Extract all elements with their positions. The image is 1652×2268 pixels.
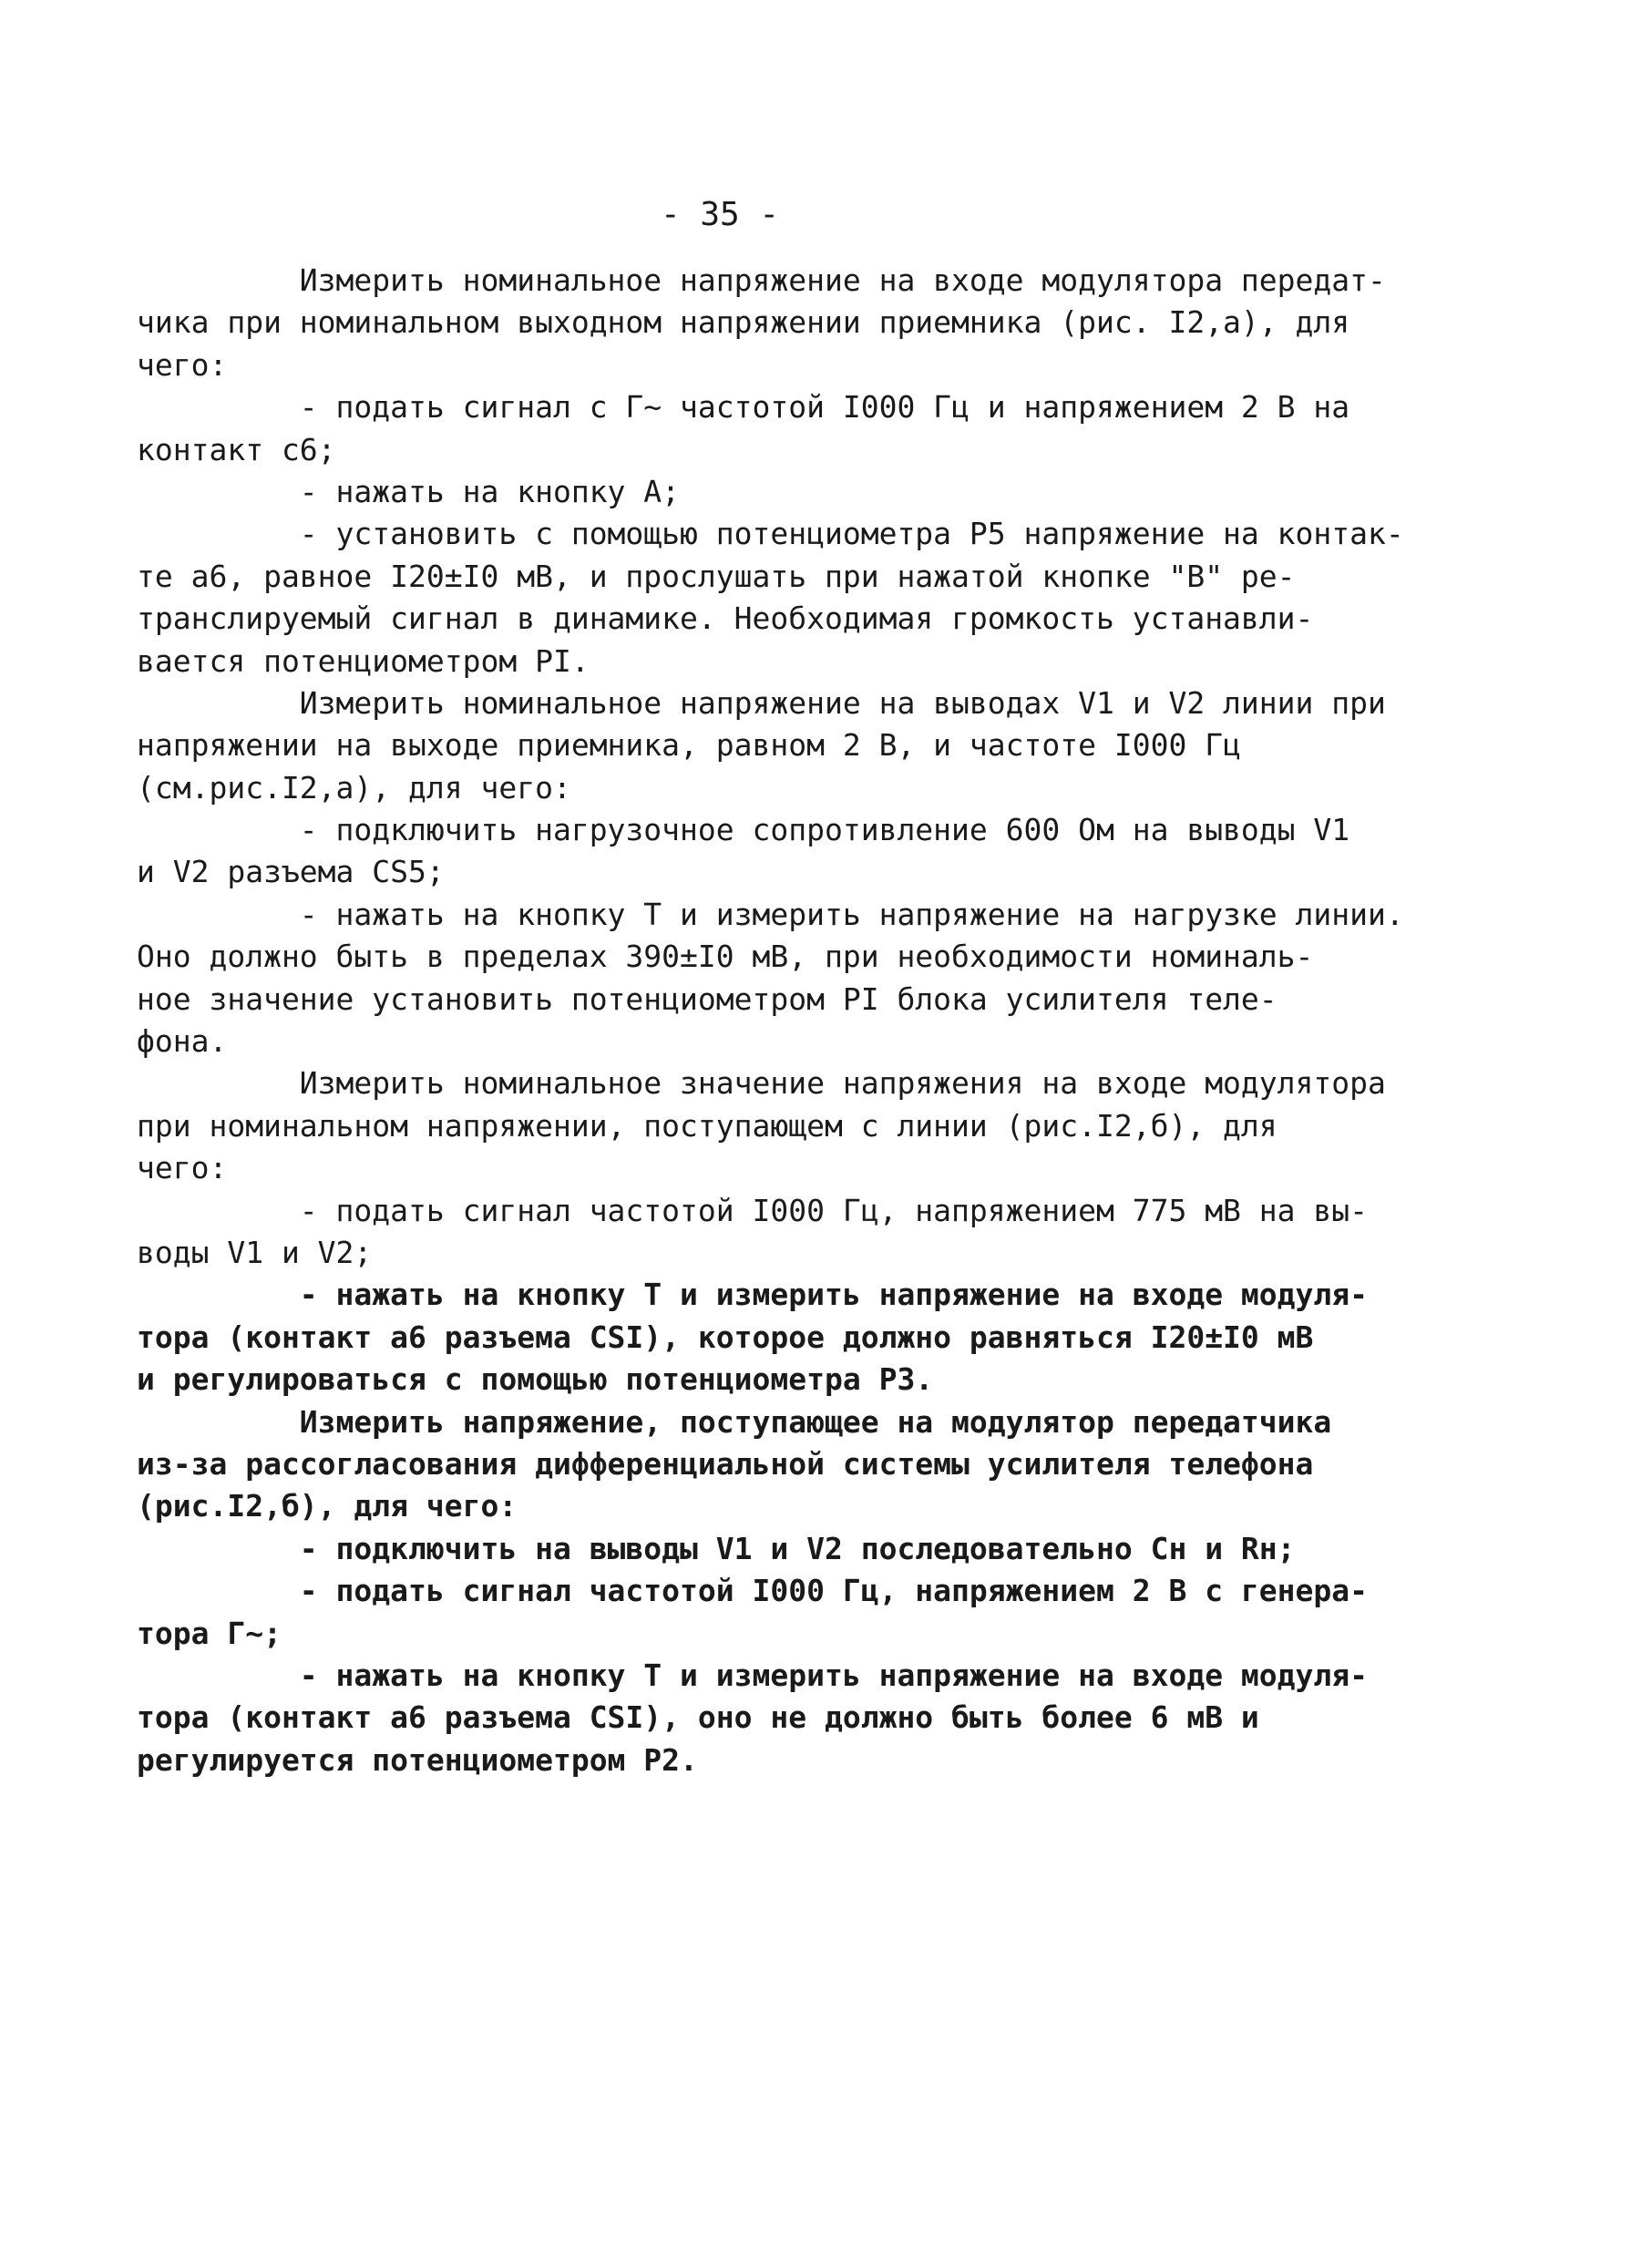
text-line: (рис.I2,б), для чего:	[137, 1488, 518, 1524]
body-text	[137, 260, 1404, 1781]
text-line: фона.	[137, 1023, 228, 1060]
text-line: те а6, равное I20±I0 мВ, и прослушать при нажатой кнопке "В" ре-	[137, 558, 1296, 594]
text-line: чего:	[137, 1150, 228, 1186]
text-line: Измерить номинальное напряжение на выводах V1 и V2 линии при	[137, 684, 1386, 721]
text-line: из-за рассогласования дифференциальной системы усилителя телефона	[137, 1445, 1314, 1482]
text-line: чика при номинальном выходном напряжении приемника (рис. I2,a), для	[137, 304, 1350, 341]
text-line: регулируется потенциометром Р2.	[137, 1741, 698, 1778]
text-line: Оно должно быть в пределах 390±I0 мВ, при необходимости номиналь-	[137, 939, 1314, 975]
text-line: - нажать на кнопку Т и измерить напряжение на нагрузке линии.	[137, 896, 1404, 932]
text-line: и регулироваться с помощью потенциометра P3.	[137, 1361, 934, 1398]
text-line: тора (контакт а6 разъема CSI), оно не должно быть более 6 мВ и	[137, 1699, 1259, 1736]
text-line: - подключить на выводы V1 и V2 последовательно Сн и Rн;	[137, 1530, 1296, 1566]
text-line: чего:	[137, 346, 228, 383]
text-line: тора Г~;	[137, 1615, 282, 1651]
text-line: Измерить номинальное напряжение на входе модулятора передат-	[137, 262, 1386, 298]
text-line: при номинальном напряжении, поступающем с линии (рис.I2,б), для	[137, 1107, 1277, 1144]
text-line: (см.рис.I2,a), для чего:	[137, 769, 571, 806]
text-line: - нажать на кнопку Т и измерить напряжение на входе модуля-	[137, 1657, 1369, 1693]
text-line: - нажать на кнопку Т и измерить напряжение на входе модуля-	[137, 1277, 1369, 1313]
page-number: - 35 -	[660, 196, 780, 233]
text-line: Измерить номинальное значение напряжения на входе модулятора	[137, 1065, 1386, 1102]
text-line: и V2 разъема CS5;	[137, 854, 445, 890]
text-line: вается потенциометром PI.	[137, 642, 590, 679]
text-line: - нажать на кнопку А;	[137, 473, 681, 509]
text-line: ное значение установить потенциометром PI блока усилителя теле-	[137, 980, 1277, 1017]
text-line: - подать сигнал частотой I000 Гц, напряжением 775 мВ на вы-	[137, 1192, 1369, 1228]
text-line: - подключить нагрузочное сопротивление 600 Ом на выводы V1	[137, 812, 1350, 848]
text-line: - подать сигнал частотой I000 Гц, напряжением 2 В с генера-	[137, 1573, 1369, 1609]
text-line: - подать сигнал с Г~ частотой I000 Гц и напряжением 2 В на	[137, 389, 1350, 426]
text-line: воды V1 и V2;	[137, 1234, 373, 1270]
text-line: - установить с помощью потенциометра Р5 напряжение на контак-	[137, 516, 1404, 552]
text-line: тора (контакт а6 разъема CSI), которое должно равняться I20±I0 мВ	[137, 1319, 1314, 1355]
text-line: контакт с6;	[137, 431, 336, 467]
text-line: Измерить напряжение, поступающее на модулятор передатчика	[137, 1403, 1332, 1440]
text-line: напряжении на выходе приемника, равном 2 В, и частоте I000 Гц	[137, 727, 1241, 764]
text-line: транслируемый сигнал в динамике. Необходимая громкость устанавли-	[137, 600, 1314, 637]
